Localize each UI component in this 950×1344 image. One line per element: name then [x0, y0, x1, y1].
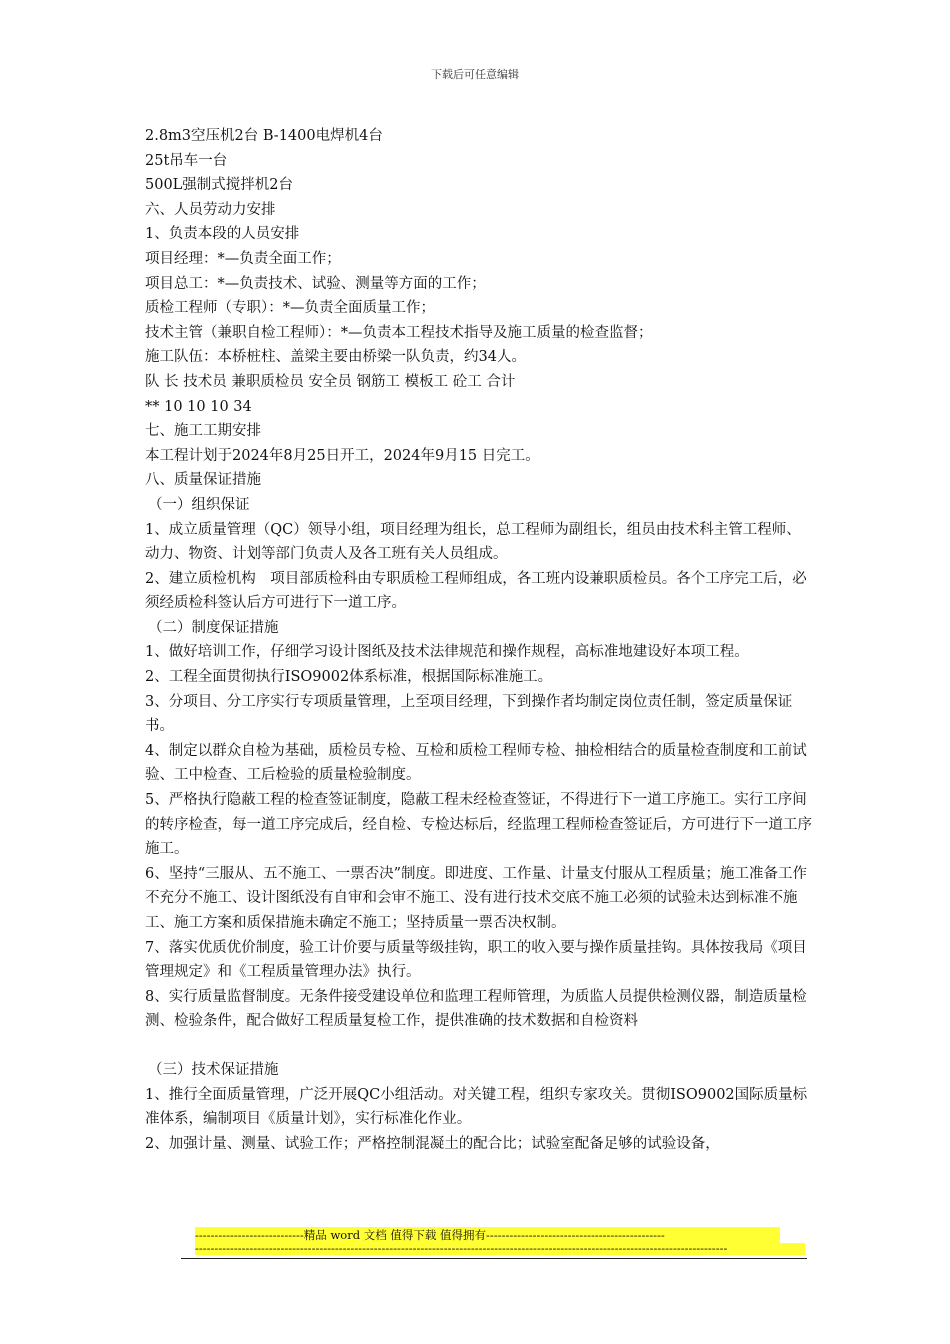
paragraph: 6、坚持“三服从、五不施工、一票否决”制度。即进度、工作量、计量支付服从工程质量；施工准备工作不充分不施工、设计图纸没有自审和会审不施工、没有进行技术交底不施工必须的试验未达到标准不施工、施工方案和质保措施未确定不施工；坚持质量一票否决权制。: [145, 865, 808, 931]
equipment-line-1: 2.8m3空压机2台 B-1400电焊机4台: [145, 128, 383, 144]
paragraph: 7、落实优质优价制度，验工计价要与质量等级挂钩，职工的收入要与操作质量挂钩。具体按我局《项目管理规定》和《工程质量管理办法》执行。: [145, 939, 807, 981]
equipment-line-2: 25t吊车一台: [145, 152, 228, 169]
section-heading-8: 八、质量保证措施: [145, 472, 261, 489]
document-body: [145, 124, 813, 1156]
paragraph: 1、成立质量管理（QC）领导小组，项目经理为组长，总工程师为副组长，组员由技术科主管工程师、动力、物资、计划等部门负责人及各工班有关人员组成。: [145, 521, 801, 563]
paragraph: 8、实行质量监督制度。无条件接受建设单位和监理工程师管理，为质监人员提供检测仪器，制造质量检测、检验条件，配合做好工程质量复检工作，提供准确的技术数据和自检资料: [145, 988, 807, 1030]
paragraph: 1、负责本段的人员安排: [145, 226, 300, 243]
staff-table-values: ** 10 10 10 34: [145, 398, 252, 415]
paragraph: 本工程计划于2024年8月25日开工，2024年9月15 日完工。: [145, 447, 540, 464]
paragraph: 5、严格执行隐蔽工程的检查签证制度，隐蔽工程未经检查签证，不得进行下一道工序施工。实行工序间的转序检查，每一道工序完成后，经自检、专检达标后，经监理工程师检查签证后，方可进行下一道工序施工。: [145, 792, 812, 858]
paragraph: 项目总工：*—负责技术、试验、测量等方面的工作；: [145, 275, 486, 292]
paragraph: 2、工程全面贯彻执行ISO9002体系标准，根据国际标准施工。: [145, 669, 553, 686]
subsection-heading: （二）制度保证措施: [148, 619, 279, 636]
paragraph: 3、分项目、分工序实行专项质量管理，上至项目经理，下到操作者均制定岗位责任制，签定质量保证书。: [145, 693, 793, 735]
paragraph: 质检工程师（专职）：*—负责全面质量工作；: [145, 300, 435, 317]
paragraph: 技术主管（兼职自检工程师）：*—负责本工程技术指导及施工质量的检查监督；: [145, 324, 653, 341]
section-heading-7: 七、施工工期安排: [145, 423, 261, 440]
footer-rule: [181, 1258, 807, 1259]
blank-line: [145, 1034, 813, 1058]
paragraph: 项目经理：*—负责全面工作；: [145, 250, 341, 267]
section-heading-6: 六、人员劳动力安排: [145, 201, 276, 218]
subsection-heading: （一）组织保证: [148, 496, 250, 513]
footer-banner: ----------------------------精品 word 文档 值得下载 值得拥有----------------------------------------------: [195, 1227, 780, 1243]
page-header: 下载后可任意编辑: [431, 68, 519, 81]
paragraph: 2、加强计量、测量、试验工作；严格控制混凝土的配合比；试验室配备足够的试验设备，: [145, 1135, 720, 1152]
subsection-heading: （三）技术保证措施: [148, 1061, 279, 1078]
paragraph: 1、推行全面质量管理，广泛开展QC小组活动。对关键工程，组织专家攻关。贯彻ISO9002国际质量标准体系，编制项目《质量计划》，实行标准化作业。: [145, 1086, 808, 1128]
paragraph: 2、建立质检机构 项目部质检科由专职质检工程师组成，各工班内设兼职质检员。各个工序完工后，必须经质检科签认后方可进行下一道工序。: [145, 570, 807, 612]
paragraph: 1、做好培训工作，仔细学习设计图纸及技术法律规范和操作规程，高标准地建设好本项工程。: [145, 644, 749, 661]
paragraph: 4、制定以群众自检为基础，质检员专检、互检和质检工程师专检、抽检相结合的质量检查制度和工前试验、工中检查、工后检验的质量检验制度。: [145, 742, 807, 784]
paragraph: 施工队伍：本桥桩柱、盖梁主要由桥梁一队负责，约34人。: [145, 349, 526, 366]
footer-dash-line: -----------------------------------------------------------------------------------------------------------------------------------------: [195, 1243, 805, 1255]
page-footer: [181, 1227, 807, 1259]
staff-table-header: 队 长 技术员 兼职质检员 安全员 钢筋工 模板工 砼工 合计: [145, 373, 516, 390]
equipment-line-3: 500L强制式搅拌机2台: [145, 177, 294, 194]
